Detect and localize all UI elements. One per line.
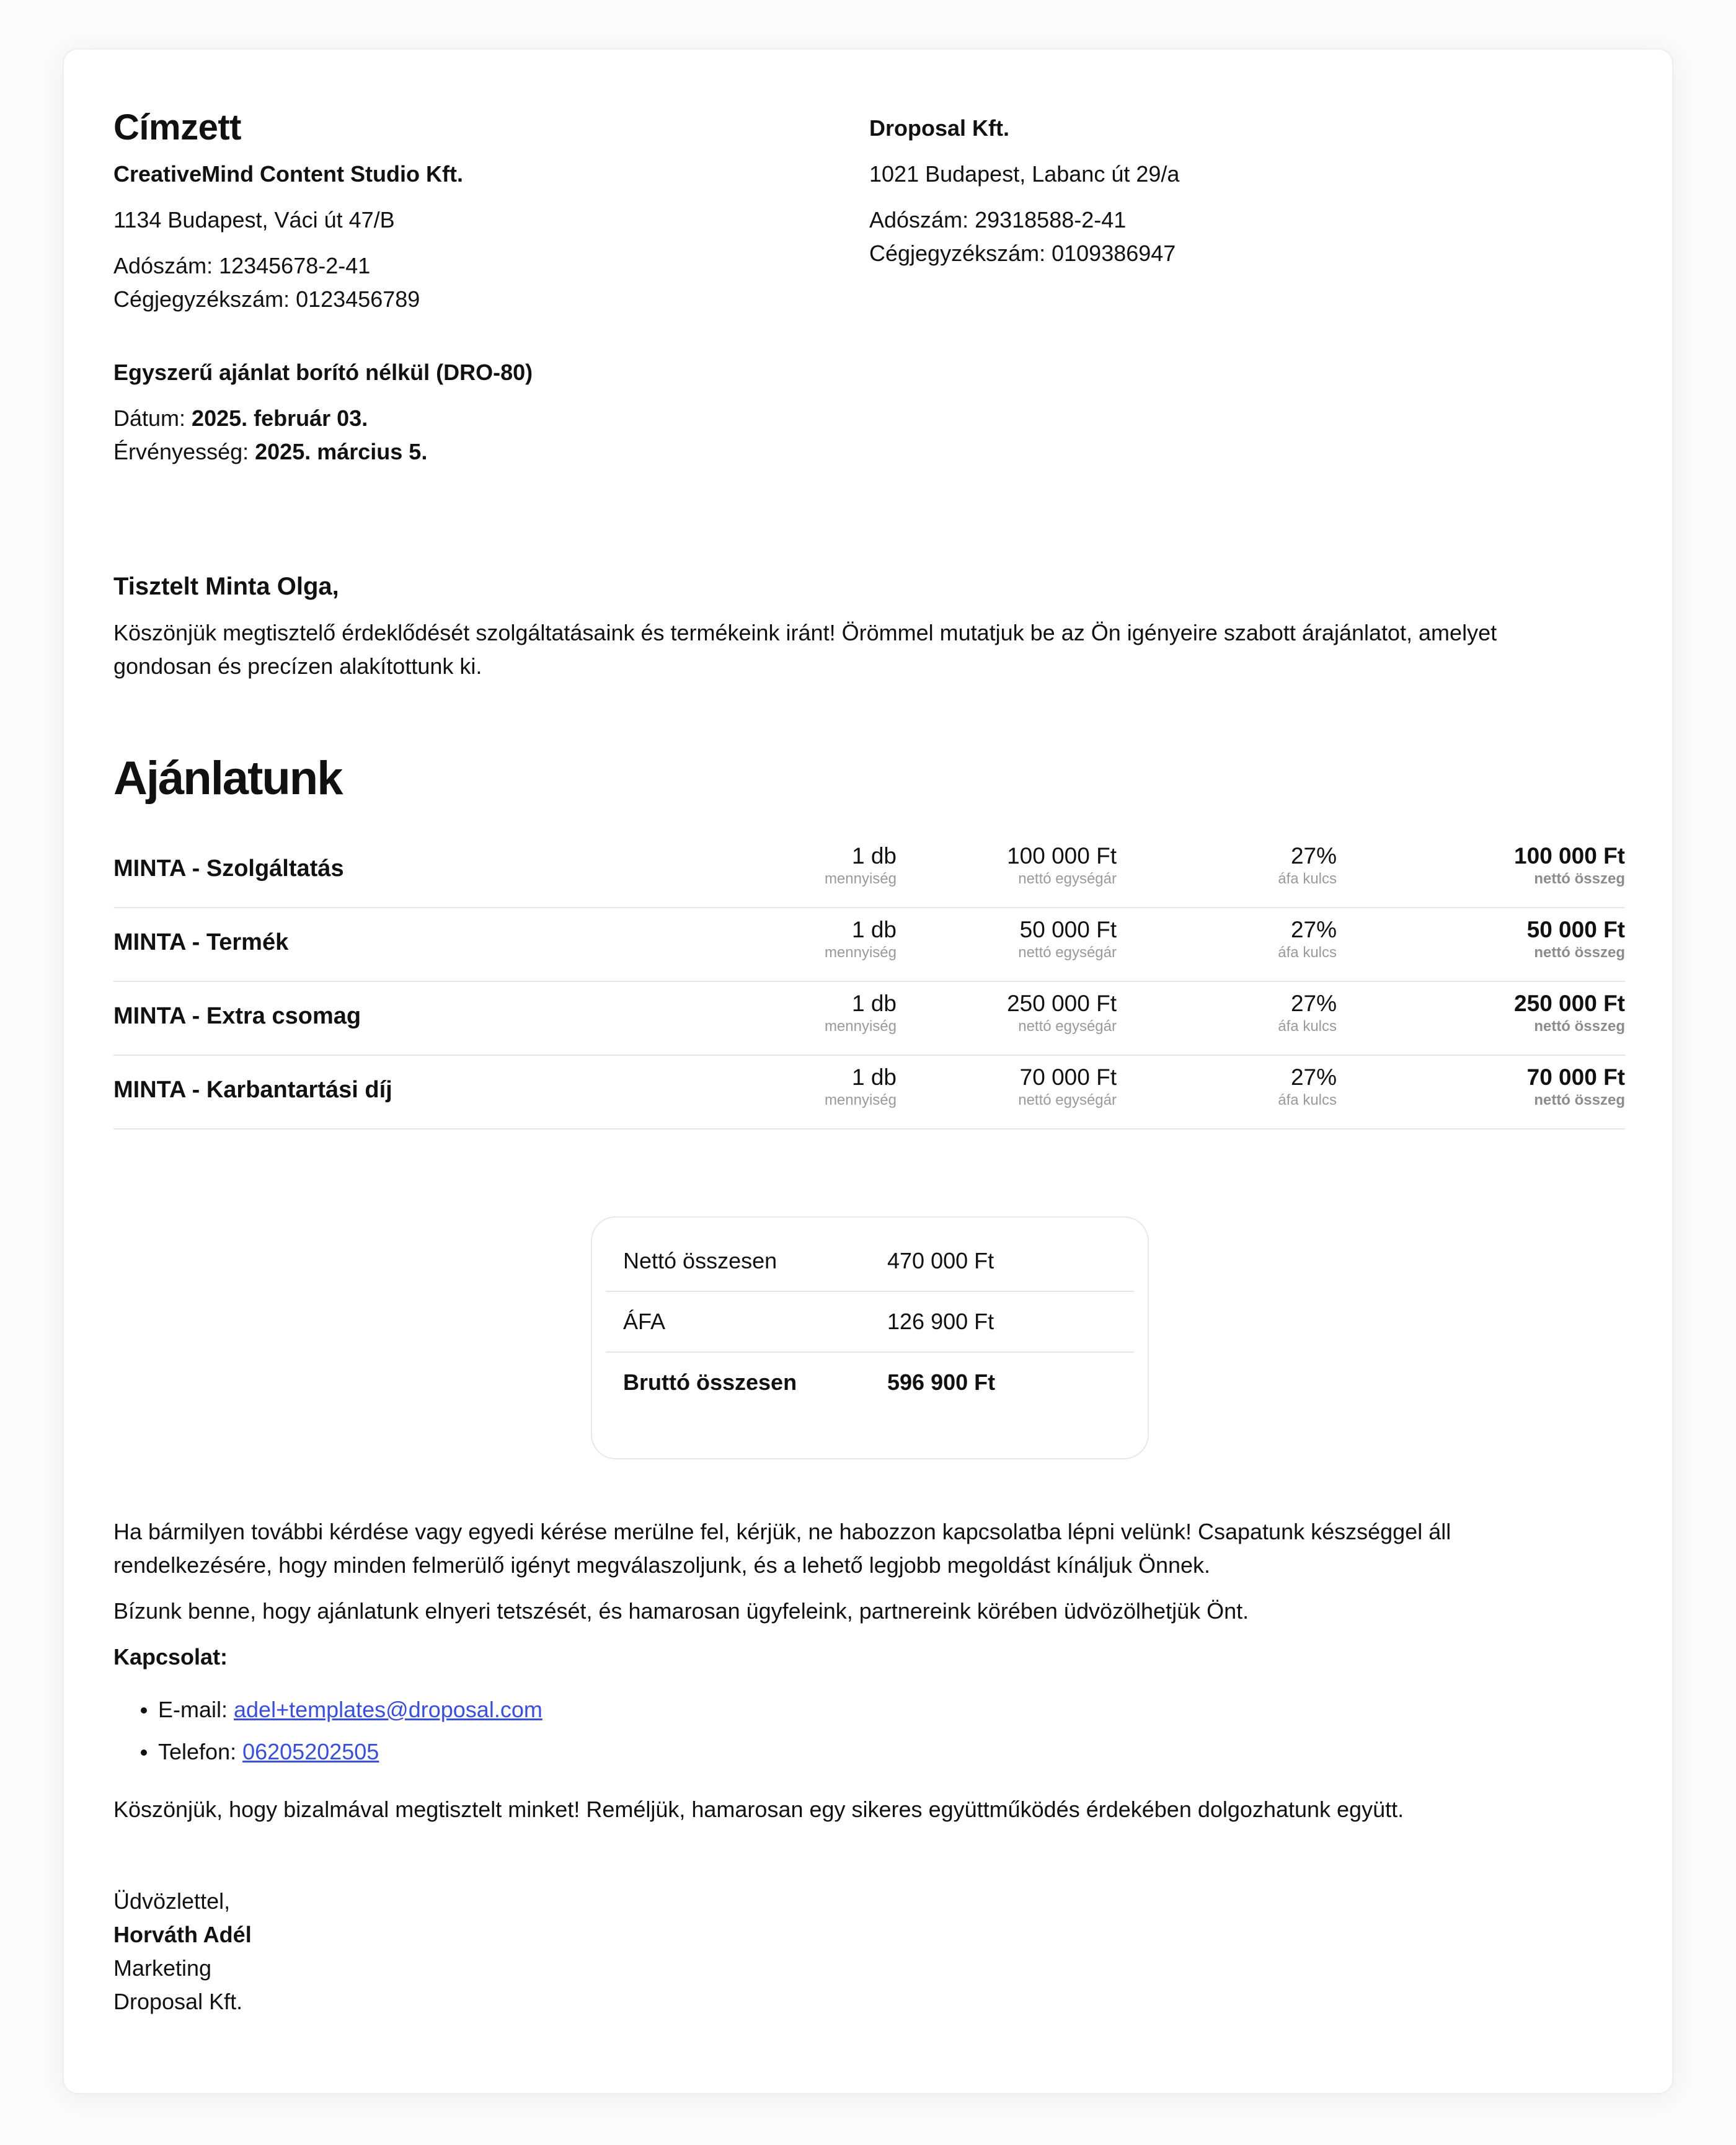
item-unit-price (1007, 989, 1117, 1035)
section-title: Ajánlatunk (113, 752, 342, 805)
item-vat (1278, 989, 1337, 1035)
salutation: Tisztelt Minta Olga, (113, 573, 339, 600)
intro-line-2: gondosan és precízen alakítottunk ki. (113, 653, 482, 679)
contact-email-item (113, 1689, 542, 1731)
totals-summary (591, 1216, 1149, 1459)
item-vat-value: 27% (1290, 1064, 1337, 1090)
item-name: MINTA - Karbantartási díj (113, 1077, 392, 1103)
table-row (113, 1056, 1625, 1130)
item-name: MINTA - Extra csomag (113, 1003, 361, 1029)
item-unit-price-value: 100 000 Ft (1007, 843, 1117, 869)
net-total-row (606, 1231, 1134, 1292)
item-qty-label: mennyiség (824, 1092, 897, 1108)
email-label: E-mail: (158, 1697, 234, 1722)
item-qty-label: mennyiség (824, 944, 897, 961)
item-qty-label: mennyiség (824, 1018, 897, 1035)
item-unit-price-label: nettó egységár (1018, 944, 1117, 961)
item-total (1527, 916, 1625, 962)
item-unit-price (1018, 1063, 1117, 1109)
item-vat (1278, 842, 1337, 888)
closing-paragraph-2: Bízunk benne, hogy ajánlatunk elnyeri tetszését, és hamarosan ügyfeleink, partnereink körében üdvözölhetjük Önt. (113, 1598, 1249, 1624)
offer-document (63, 48, 1673, 2094)
contact-list (113, 1689, 542, 1773)
vat-total-value: 126 900 Ft (887, 1309, 994, 1334)
item-vat-label: áfa kulcs (1278, 1092, 1337, 1108)
item-unit-price (1018, 916, 1117, 962)
sender-company: Droposal Kft. (869, 115, 1010, 141)
recipient-tax-id: Adószám: 12345678-2-41 (113, 253, 371, 278)
item-vat-label: áfa kulcs (1278, 870, 1337, 887)
gross-total-row (606, 1353, 1134, 1412)
closing-line-2: rendelkezésére, hogy minden felmerülő igényt megválaszoljunk, és a lehető legjobb megoldást kínáljuk Önnek. (113, 1552, 1211, 1578)
table-row (113, 908, 1625, 982)
item-unit-price-value: 70 000 Ft (1019, 1064, 1117, 1090)
sender-address: 1021 Budapest, Labanc út 29/a (869, 161, 1180, 187)
offer-validity (113, 435, 427, 469)
item-qty-value: 1 db (851, 991, 897, 1016)
offer-title: Egyszerű ajánlat borító nélkül (DRO-80) (113, 360, 533, 385)
offer-validity-value: 2025. március 5. (255, 439, 428, 464)
phone-link[interactable]: 06205202505 (242, 1739, 379, 1764)
signature-role: Marketing (113, 1955, 212, 1981)
item-vat-value: 27% (1290, 917, 1337, 942)
vat-total-row (606, 1292, 1134, 1353)
item-total-label: nettó összeg (1534, 1092, 1625, 1108)
item-qty-value: 1 db (851, 917, 897, 942)
vat-total-label: ÁFA (623, 1309, 666, 1334)
item-vat (1278, 916, 1337, 962)
item-qty (825, 916, 897, 962)
item-unit-price-label: nettó egységár (1018, 1018, 1117, 1035)
item-unit-price-value: 50 000 Ft (1019, 917, 1117, 942)
item-total (1527, 1063, 1625, 1109)
offer-date-value: 2025. február 03. (192, 405, 368, 431)
item-unit-price-label: nettó egységár (1018, 870, 1117, 887)
item-total-label: nettó összeg (1534, 1018, 1625, 1035)
email-link[interactable]: adel+templates@droposal.com (234, 1697, 542, 1722)
items-table (113, 834, 1625, 1130)
recipient-reg-no: Cégjegyzékszám: 0123456789 (113, 286, 420, 312)
offer-validity-label: Érvényesség: (113, 439, 255, 464)
item-qty (825, 842, 897, 888)
item-vat-value: 27% (1290, 991, 1337, 1016)
signature-company: Droposal Kft. (113, 1989, 243, 2014)
phone-label: Telefon: (158, 1739, 243, 1764)
item-qty-value: 1 db (851, 843, 897, 869)
item-total (1514, 989, 1625, 1035)
table-row (113, 982, 1625, 1056)
item-qty (825, 1063, 897, 1109)
item-total-label: nettó összeg (1534, 944, 1625, 961)
signature-name: Horváth Adél (113, 1922, 252, 1947)
contact-heading: Kapcsolat: (113, 1644, 228, 1670)
recipient-company: CreativeMind Content Studio Kft. (113, 161, 463, 187)
signature-regards: Üdvözlettel, (113, 1888, 231, 1914)
table-row (113, 834, 1625, 908)
item-total-value: 250 000 Ft (1514, 991, 1625, 1016)
gross-total-label: Bruttó összesen (623, 1369, 797, 1395)
closing-line-1: Ha bármilyen további kérdése vagy egyedi kérése merülne fel, kérjük, ne habozzon kapcsolatba lépni velünk! Csapatunk készséggel áll (113, 1519, 1451, 1544)
item-qty-value: 1 db (851, 1064, 897, 1090)
recipient-address: 1134 Budapest, Váci út 47/B (113, 207, 395, 232)
item-total-value: 100 000 Ft (1514, 843, 1625, 869)
thanks-paragraph: Köszönjük, hogy bizalmával megtisztelt minket! Reméljük, hamarosan egy sikeres együttműködés érdekében dolgozhatunk együtt. (113, 1797, 1404, 1822)
item-vat (1278, 1063, 1337, 1109)
offer-date-label: Dátum: (113, 405, 192, 431)
gross-total-value: 596 900 Ft (887, 1369, 996, 1395)
item-total-value: 50 000 Ft (1526, 917, 1625, 942)
recipient-heading: Címzett (113, 107, 241, 148)
item-unit-price-label: nettó egységár (1018, 1092, 1117, 1108)
item-total-label: nettó összeg (1534, 870, 1625, 887)
net-total-value: 470 000 Ft (887, 1248, 994, 1273)
intro-line-1: Köszönjük megtisztelő érdeklődését szolgáltatásaink és termékeink iránt! Örömmel mutatjuk be az Ön igényeire szabott árajánlatot, amelyet (113, 620, 1497, 645)
item-qty-label: mennyiség (824, 870, 897, 887)
item-vat-label: áfa kulcs (1278, 1018, 1337, 1035)
contact-phone-item (113, 1731, 542, 1773)
sender-tax-id: Adószám: 29318588-2-41 (869, 207, 1127, 232)
item-name: MINTA - Szolgáltatás (113, 856, 344, 882)
item-total (1514, 842, 1625, 888)
item-unit-price-value: 250 000 Ft (1007, 991, 1117, 1016)
item-name: MINTA - Termék (113, 929, 289, 955)
item-vat-label: áfa kulcs (1278, 944, 1337, 961)
item-unit-price (1007, 842, 1117, 888)
net-total-label: Nettó összesen (623, 1248, 777, 1273)
sender-reg-no: Cégjegyzékszám: 0109386947 (869, 241, 1176, 266)
item-vat-value: 27% (1290, 843, 1337, 869)
item-total-value: 70 000 Ft (1526, 1064, 1625, 1090)
item-qty (825, 989, 897, 1035)
offer-date (113, 402, 368, 435)
